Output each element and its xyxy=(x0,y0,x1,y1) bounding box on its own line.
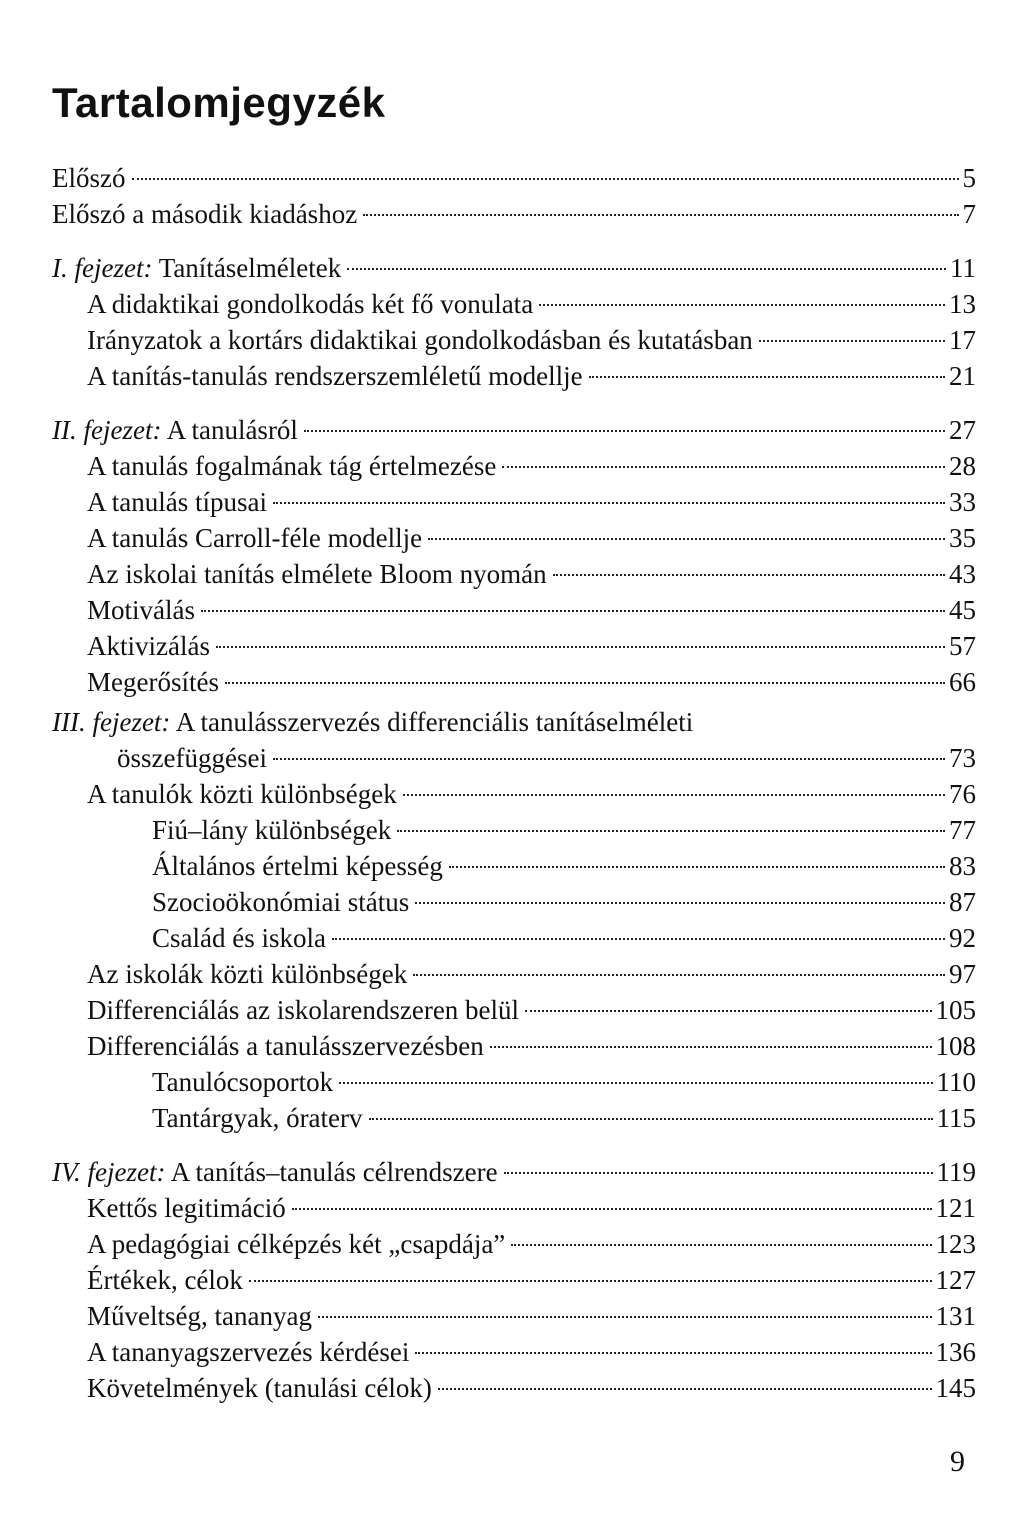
toc-entry-label: Általános értelmi képesség xyxy=(152,851,443,881)
toc-entry-page: 136 xyxy=(935,1337,976,1367)
toc-entry xyxy=(52,322,976,358)
toc-entry xyxy=(52,1100,976,1136)
toc-entry xyxy=(52,776,976,812)
toc-entry-label: összefüggései xyxy=(117,743,267,773)
toc-entry-page: 121 xyxy=(935,1193,976,1223)
toc-entry-label: Értékek, célok xyxy=(87,1265,243,1295)
toc-entry-label xyxy=(52,1154,498,1190)
toc-entry xyxy=(52,1298,976,1334)
toc-entry-page: 110 xyxy=(936,1067,976,1097)
toc-entry-page: 7 xyxy=(962,199,976,229)
toc-entry-continuation xyxy=(52,740,976,776)
toc-entry-label: A didaktikai gondolkodás két fő vonulata xyxy=(87,289,534,319)
dot-leader xyxy=(201,610,945,612)
dot-leader xyxy=(347,268,946,270)
toc-entry xyxy=(52,848,976,884)
toc-entry-label: Tantárgyak, óraterv xyxy=(152,1103,363,1133)
dot-leader xyxy=(428,538,945,540)
toc-entry xyxy=(52,556,976,592)
page-title: Tartalomjegyzék xyxy=(52,79,386,126)
dot-leader xyxy=(759,340,945,342)
toc-entry-page: 105 xyxy=(935,995,976,1025)
toc-entry-page: 76 xyxy=(949,779,976,809)
dot-leader xyxy=(363,214,958,216)
dot-leader xyxy=(504,1172,933,1174)
dot-leader xyxy=(415,1352,931,1354)
dot-leader xyxy=(413,974,945,976)
toc-entry-label: A tananyagszervezés kérdései xyxy=(87,1337,410,1367)
toc-entry-label: A tanulás Carroll-féle modellje xyxy=(87,523,423,553)
dot-leader xyxy=(511,1244,931,1246)
dot-leader xyxy=(397,830,945,832)
toc-entry-label: Tanulócsoportok xyxy=(152,1067,334,1097)
dot-leader xyxy=(449,866,945,868)
toc-entry xyxy=(52,1190,976,1226)
toc-entry-page: 87 xyxy=(949,887,976,917)
toc-entry-page: 66 xyxy=(949,667,976,697)
toc-entry xyxy=(52,1370,976,1406)
toc-entry xyxy=(52,884,976,920)
toc-entry-label: A tanulás típusai xyxy=(87,487,267,517)
toc-entry-page: 115 xyxy=(936,1103,976,1133)
dot-leader xyxy=(249,1280,932,1282)
toc-entry-label: Differenciálás az iskolarendszeren belül xyxy=(87,995,520,1025)
toc-chapter-entry xyxy=(52,704,976,740)
chapter-prefix: I. fejezet: xyxy=(52,253,153,283)
chapter-title: A tanulásról xyxy=(166,415,298,445)
toc-entry-label: A pedagógiai célképzés két „csapdája” xyxy=(87,1229,506,1259)
toc-entry-page: 5 xyxy=(962,163,976,193)
toc-entry-label: A tanulók közti különbségek xyxy=(87,779,397,809)
dot-leader xyxy=(304,430,945,432)
toc-entry xyxy=(52,1064,976,1100)
toc-chapter-entry xyxy=(52,1154,976,1190)
toc-entry xyxy=(52,812,976,848)
dot-leader xyxy=(553,574,945,576)
toc-entry-label: Szocioökonómiai státus xyxy=(152,887,410,917)
toc-entry xyxy=(52,286,976,322)
toc-entry-page: 92 xyxy=(949,923,976,953)
toc-entry-label: Aktivizálás xyxy=(87,631,210,661)
dot-leader xyxy=(225,682,945,684)
toc-entry-label: Követelmények (tanulási célok) xyxy=(87,1373,432,1403)
chapter-prefix: II. fejezet: xyxy=(52,415,162,445)
dot-leader xyxy=(332,938,945,940)
toc-entry-page: 27 xyxy=(949,415,976,445)
toc-entry-page: 33 xyxy=(949,487,976,517)
chapter-title: Tanításelméletek xyxy=(158,253,342,283)
dot-leader xyxy=(216,646,945,648)
toc-entry xyxy=(52,160,976,196)
dot-leader xyxy=(273,502,945,504)
toc-entry-page: 145 xyxy=(935,1373,976,1403)
toc-chapter-entry xyxy=(52,412,976,448)
toc-entry-page: 13 xyxy=(949,289,976,319)
toc-entry xyxy=(52,992,976,1028)
toc-entry-label: A tanítás-tanulás rendszerszemléletű modellje xyxy=(87,361,583,391)
toc-entry xyxy=(52,664,976,700)
dot-leader xyxy=(502,466,945,468)
dot-leader xyxy=(318,1316,932,1318)
dot-leader xyxy=(292,1208,932,1210)
toc-entry xyxy=(52,1226,976,1262)
toc-entry-page: 127 xyxy=(935,1265,976,1295)
toc-entry xyxy=(52,920,976,956)
toc-entry-page: 83 xyxy=(949,851,976,881)
toc-entry xyxy=(52,628,976,664)
toc-entry-page: 77 xyxy=(949,815,976,845)
toc-entry-label: Az iskolai tanítás elmélete Bloom nyomán xyxy=(87,559,547,589)
toc-entry-page: 43 xyxy=(949,559,976,589)
dot-leader xyxy=(438,1388,932,1390)
toc-entry-label: A tanulás fogalmának tág értelmezése xyxy=(87,451,497,481)
chapter-prefix: III. fejezet: xyxy=(52,707,171,737)
dot-leader xyxy=(490,1046,932,1048)
dot-leader xyxy=(369,1118,933,1120)
toc-entry-page: 35 xyxy=(949,523,976,553)
toc-entry-label: Irányzatok a kortárs didaktikai gondolkodásban és kutatásban xyxy=(87,325,753,355)
dot-leader xyxy=(539,304,945,306)
toc-entry-label xyxy=(52,250,341,286)
toc-entry-page: 119 xyxy=(936,1157,976,1187)
toc-entry-page: 45 xyxy=(949,595,976,625)
toc-entry xyxy=(52,358,976,394)
dot-leader xyxy=(589,376,945,378)
chapter-title: A tanulásszervezés differenciális tanításelméleti xyxy=(175,707,694,737)
page-number: 9 xyxy=(950,1445,965,1478)
table-of-contents xyxy=(52,160,976,1406)
dot-leader xyxy=(339,1082,932,1084)
dot-leader xyxy=(132,178,959,180)
toc-entry xyxy=(52,956,976,992)
toc-entry xyxy=(52,1028,976,1064)
toc-entry-label: Előszó xyxy=(52,163,126,193)
toc-entry xyxy=(52,1262,976,1298)
toc-entry-label: Motiválás xyxy=(87,595,195,625)
dot-leader xyxy=(273,758,945,760)
toc-entry xyxy=(52,484,976,520)
toc-entry-label xyxy=(52,704,693,740)
toc-entry-page: 131 xyxy=(935,1301,976,1331)
toc-entry-label: Család és iskola xyxy=(152,923,326,953)
toc-entry xyxy=(52,448,976,484)
toc-entry-label: Fiú–lány különbségek xyxy=(152,815,392,845)
toc-entry xyxy=(52,1334,976,1370)
chapter-title: A tanítás–tanulás célrendszere xyxy=(170,1157,498,1187)
dot-leader xyxy=(415,902,945,904)
toc-entry-page: 73 xyxy=(949,743,976,773)
toc-entry-page: 123 xyxy=(935,1229,976,1259)
toc-entry-page: 17 xyxy=(949,325,976,355)
toc-entry-label: Kettős legitimáció xyxy=(87,1193,286,1223)
toc-chapter-entry xyxy=(52,250,976,286)
toc-entry-label: Megerősítés xyxy=(87,667,219,697)
toc-entry-label: Műveltség, tananyag xyxy=(87,1301,312,1331)
toc-entry-page: 108 xyxy=(935,1031,976,1061)
toc-entry-page: 28 xyxy=(949,451,976,481)
toc-entry-page: 11 xyxy=(950,253,976,283)
chapter-prefix: IV. fejezet: xyxy=(52,1157,166,1187)
toc-entry-label xyxy=(52,412,298,448)
dot-leader xyxy=(525,1010,931,1012)
toc-entry xyxy=(52,196,976,232)
toc-entry-label: Előszó a második kiadáshoz xyxy=(52,199,358,229)
toc-entry xyxy=(52,592,976,628)
toc-entry-label: Az iskolák közti különbségek xyxy=(87,959,408,989)
toc-entry-page: 57 xyxy=(949,631,976,661)
toc-entry-label: Differenciálás a tanulásszervezésben xyxy=(87,1031,484,1061)
dot-leader xyxy=(403,794,945,796)
toc-entry-page: 21 xyxy=(949,361,976,391)
toc-entry xyxy=(52,520,976,556)
toc-entry-page: 97 xyxy=(949,959,976,989)
